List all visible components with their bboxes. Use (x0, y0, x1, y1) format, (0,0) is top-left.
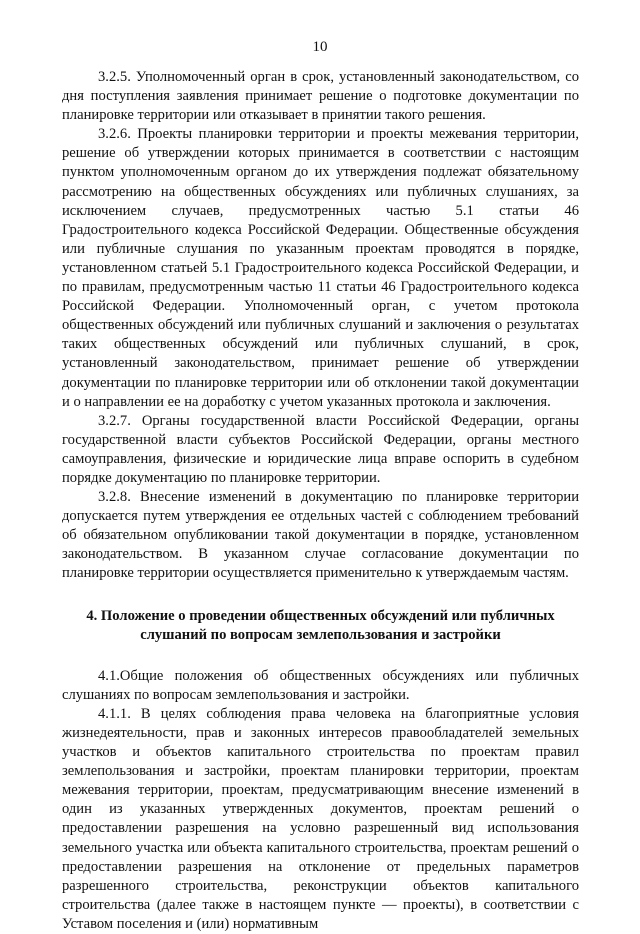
document-body (62, 68, 579, 934)
paragraph-3-2-7: 3.2.7. Органы государственной власти Российской Федерации, органы государственной власти субъектов Российской Федерации, органы местного самоуправления, физические и юридические лица вправе оспорить в судебном порядке документацию по планировке территории. (62, 412, 579, 486)
paragraph-3-2-8: 3.2.8. Внесение изменений в документацию по планировке территории допускается путем утверждения ее отдельных частей с соблюдением требований об обязательном опубликовании такой документации в порядке, установленном законодательством. В указанном случае согласование документации по планировке территории осуществляется применительно к утверждаемым частям. (62, 489, 579, 582)
page-number: 10 (312, 39, 328, 55)
paragraph-4-1: 4.1.Общие положения об общественных обсуждениях или публичных слушаниях по вопросам землепользования и застройки. (62, 667, 579, 703)
paragraph-4-1-1: 4.1.1. В целях соблюдения права человека на благоприятные условия жизнедеятельности, прав и законных интересов правообладателей земельных участков и объектов капитального строительства по проектам правил землепользования и застройки, проектам планировки территории, проектам межевания территории, проектам, предусматривающим внесение изменений в один из указанных утвержденных документов, проектам решений о предоставлении разрешения на условно разрешенный вид использования земельного участка или объекта капитального строительства, проектам решений о предоставлении разрешения на отклонение от предельных параметров разрешенного строительства, реконструкции объектов капитального строительства (далее также в настоящем пункте — проекты), в соответствии с Уставом поселения и (или) нормативным (62, 705, 579, 932)
section-heading: 4. Положение о проведении общественных обсуждений или публичных слушаний по вопросам землепользования и застройки (86, 607, 555, 643)
paragraph-3-2-6: 3.2.6. Проекты планировки территории и проекты межевания территории, решение об утверждении которых принимается в соответствии с настоящим пунктом уполномоченным органом до их утверждения подлежат обязательному рассмотрению на общественных обсуждениях или публичных слушаниях, за исключением случаев, предусмотренных частью 5.1 статьи 46 Градостроительного кодекса Российской Федерации. Общественные обсуждения или публичные слушания по указанным проектам проводятся в порядке, установленном статьей 5.1 Градостроительного кодекса Российской Федерации, и по правилам, предусмотренным частью 11 статьи 46 Градостроительного кодекса Российской Федерации. Уполномоченный орган, с учетом протокола общественных обсуждений или публичных слушаний и заключения о результатах таких общественных обсуждений или публичных слушаний, в срок, установленный законодательством, принимает решение об утверждении документации по планировке территории или об отклонении такой документации и о направлении ее на доработку с учетом указанных протокола и заключения. (62, 126, 579, 410)
paragraph-3-2-5: 3.2.5. Уполномоченный орган в срок, установленный законодательством, со дня поступления заявления принимает решение о подготовке документации по планировке территории или отказывает в принятии такого решения. (62, 69, 579, 124)
